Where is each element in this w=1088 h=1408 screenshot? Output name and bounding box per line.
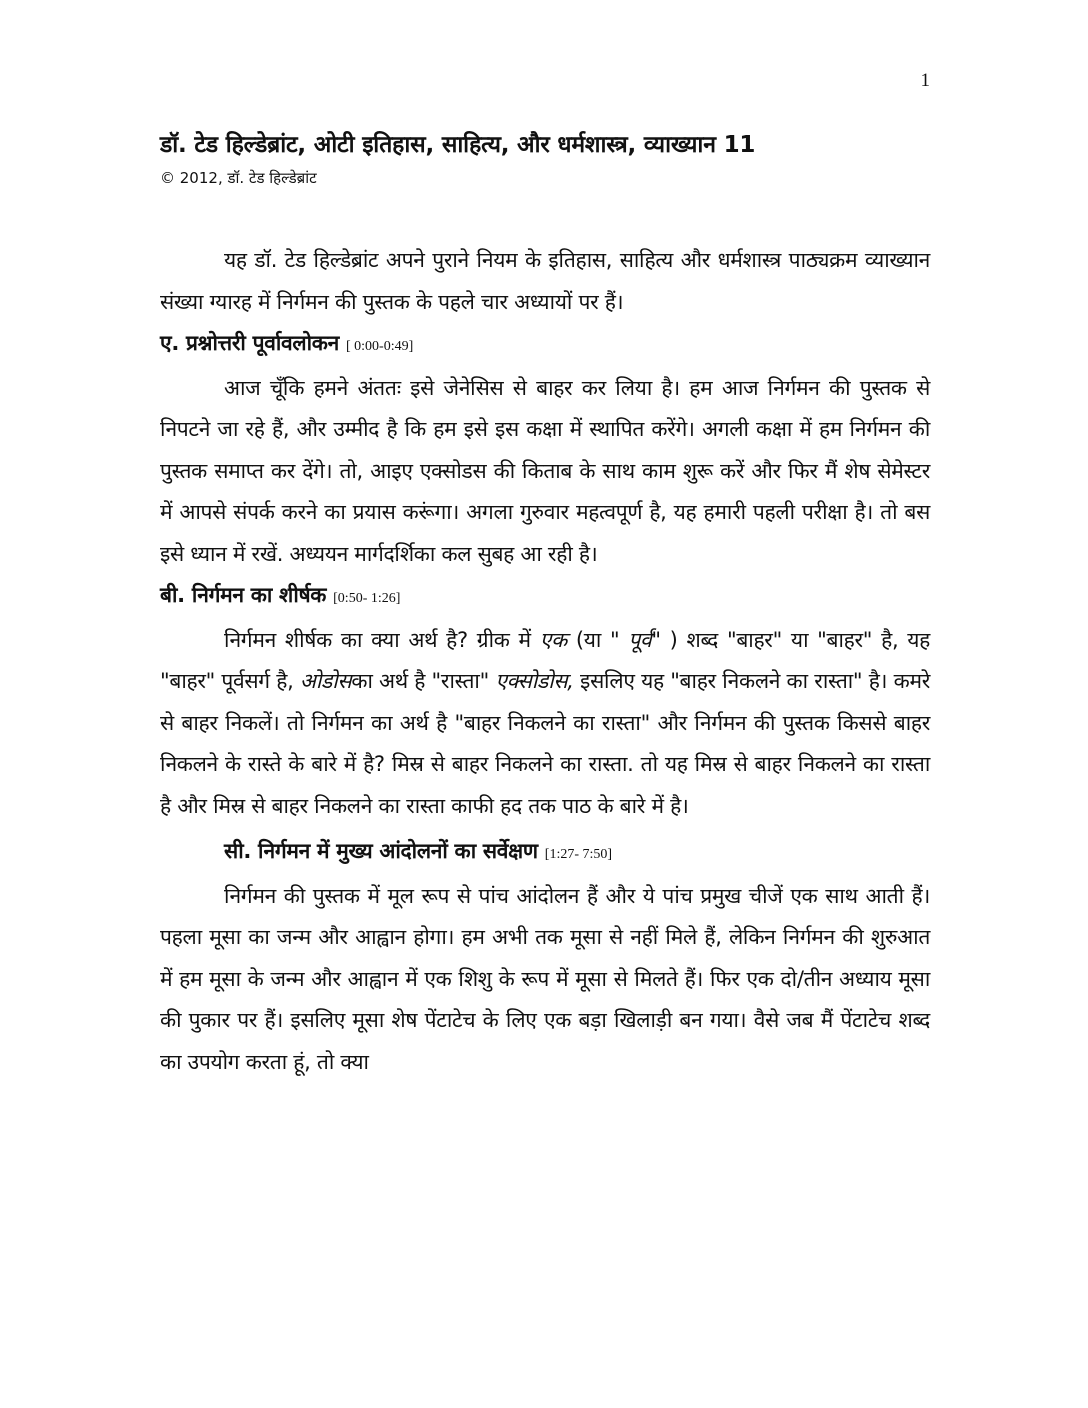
text-run: इसलिए यह "बाहर निकलने का रास्ता" है। कमरे से बाहर निकलें। तो निर्गमन का अर्थ है "बाहर निकलने का रास्ता" और निर्गमन की पुस्तक किससे बाहर निकलने के रास्ते के बारे में है? मिस्र से बाहर निकलने का रास्ता. तो यह मिस्र से बाहर निकलने का रास्ता है और मिस्र से बाहर निकलने का रास्ता काफी हद तक पाठ के बारे में है। (160, 669, 930, 818)
section-timestamp: [1:27- 7:50] (544, 847, 613, 862)
italic-term: ओडोस (299, 669, 352, 693)
text-run: निर्गमन शीर्षक का क्या अर्थ है? ग्रीक में (224, 627, 540, 652)
section-heading-text: ए. प्रश्नोत्तरी पूर्वावलोकन (160, 331, 339, 355)
copyright-line: © 2012, डॉ. टेड हिल्डेब्रांट (160, 169, 317, 187)
document-body (160, 240, 930, 1083)
intro-paragraph: यह डॉ. टेड हिल्डेब्रांट अपने पुराने नियम के इतिहास, साहित्य और धर्मशास्त्र पाठ्यक्रम व्याख्यान संख्या ग्यारह में निर्गमन की पुस्तक के पहले चार अध्यायों पर हैं। (160, 248, 930, 314)
section-timestamp: [ 0:00-0:49] (345, 339, 414, 354)
section-heading-quiz-preview (160, 323, 930, 368)
section-heading-main-movements (160, 831, 930, 876)
text-run: का अर्थ है "रास्ता" (351, 669, 496, 693)
document-header (160, 128, 930, 188)
italic-term: पूर्व" (628, 627, 661, 652)
page-number: 1 (920, 70, 930, 91)
section-timestamp: [0:50- 1:26] (333, 591, 401, 606)
section-heading-exodus-title (160, 575, 930, 620)
section-paragraph-exodus-title (160, 620, 930, 828)
section-heading-text: सी. निर्गमन में मुख्य आंदोलनों का सर्वेक्षण (224, 839, 538, 863)
section-paragraph-main-movements: निर्गमन की पुस्तक में मूल रूप से पांच आंदोलन हैं और ये पांच प्रमुख चीजें एक साथ आती हैं। पहला मूसा का जन्म और आह्वान होगा। हम अभी तक मूसा से नहीं मिले हैं, लेकिन निर्गमन की शुरुआत में हम मूसा के जन्म और आह्वान में एक शिशु के रूप में मूसा से मिलते हैं। फिर एक दो/तीन अध्याय मूसा की पुकार पर हैं। इसलिए मूसा शेष पेंटाटेच के लिए एक बड़ा खिलाड़ी बन गया। वैसे जब मैं पेंटाटेच शब्द का उपयोग करता हूं, तो क्या (160, 883, 930, 1074)
italic-term: एक (539, 627, 567, 652)
section-paragraph-quiz-preview: आज चूँकि हमने अंततः इसे जेनेसिस से बाहर कर लिया है। हम आज निर्गमन की पुस्तक से निपटने जा रहे हैं, और उम्मीद है कि हम इसे इस कक्षा में स्थापित करेंगे। अगली कक्षा में हम निर्गमन की पुस्तक समाप्त कर देंगे। तो, आइए एक्सोडस की किताब के साथ काम शुरू करें और फिर मैं शेष सेमेस्टर में आपसे संपर्क करने का प्रयास करूंगा। अगला गुरुवार महत्वपूर्ण है, यह हमारी पहली परीक्षा है। तो बस इसे ध्यान में रखें. अध्ययन मार्गदर्शिका कल सुबह आ रही है। (160, 375, 930, 566)
text-run: ) शब्द "बाहर" या "बाहर" है, यह "बाहर" पूर्वसर्ग है, (160, 627, 931, 693)
text-run: (या " (566, 627, 629, 652)
section-heading-text: बी. निर्गमन का शीर्षक (160, 583, 327, 607)
document-title: डॉ. टेड हिल्डेब्रांट, ओटी इतिहास, साहित्य, और धर्मशास्त्र, व्याख्यान 11 (160, 132, 756, 158)
italic-term: एक्सोडोस, (495, 669, 574, 693)
